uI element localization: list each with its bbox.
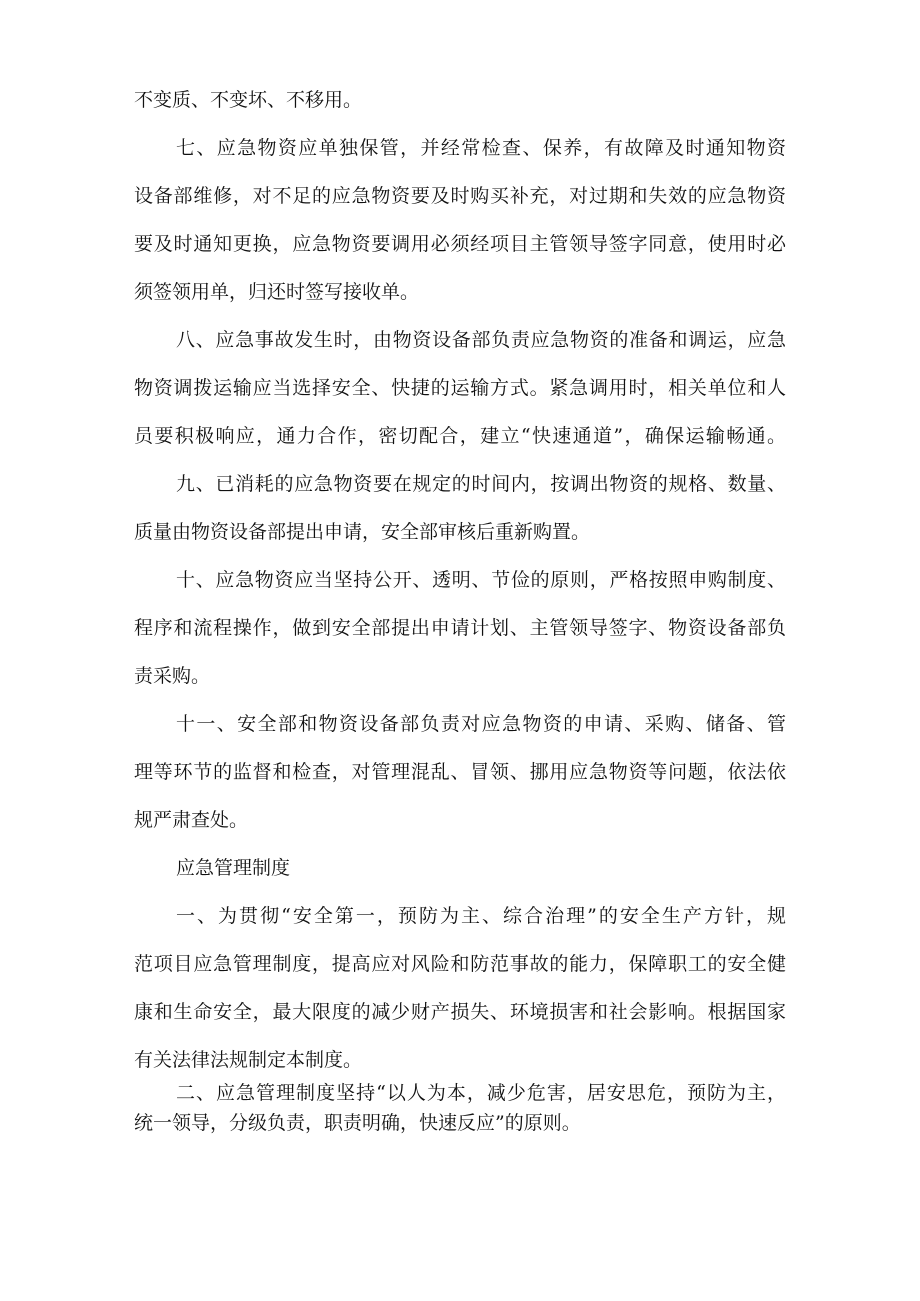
paragraph-first-line: 一、为贯彻“安全第一，预防为主、综合治理”的安全生产方针，规 <box>176 905 786 927</box>
paragraph-line: 程序和流程操作，做到安全部提出申请计划、主管领导签字、物资设备部负 <box>134 617 786 639</box>
text-line <box>0 1106 920 1140</box>
text-line <box>0 467 920 501</box>
text-line <box>0 563 920 597</box>
paragraph-line: 设备部维修，对不足的应急物资要及时购买补充，对过期和失效的应急物资 <box>134 185 786 207</box>
text-line <box>0 1076 920 1110</box>
paragraph-first-line: 八、应急事故发生时，由物资设备部负责应急物资的准备和调运，应急 <box>176 329 786 351</box>
paragraph-first-line: 二、应急管理制度坚持“以人为本，减少危害，居安思危，预防为主， <box>176 1082 786 1104</box>
paragraph-line: 范项目应急管理制度，提高应对风险和防范事故的能力，保障职工的安全健 <box>134 953 786 975</box>
paragraph-end-line: 有关法律法规制定本制度。 <box>134 1049 363 1071</box>
paragraph-end-line: 统一领导，分级负责，职责明确，快速反应”的原则。 <box>134 1112 581 1134</box>
text-line <box>0 131 920 165</box>
text-line <box>0 275 920 309</box>
text-line <box>0 419 920 453</box>
text-line <box>0 755 920 789</box>
paragraph-line: 员要积极响应，通力合作，密切配合，建立“快速通道”，确保运输畅通。 <box>134 425 786 447</box>
paragraph-first-line: 九、已消耗的应急物资要在规定的时间内，按调出物资的规格、数量、 <box>176 473 786 495</box>
text-line <box>0 899 920 933</box>
paragraph-first-line: 十、应急物资应当坚持公开、透明、节俭的原则，严格按照申购制度、 <box>176 569 786 591</box>
text-line <box>0 1043 920 1077</box>
text-line <box>0 371 920 405</box>
section-heading: 应急管理制度 <box>176 857 291 879</box>
text-line <box>0 947 920 981</box>
text-line <box>0 851 920 885</box>
paragraph-end-line: 责采购。 <box>134 665 211 687</box>
text-line <box>0 707 920 741</box>
paragraph-line: 要及时通知更换，应急物资要调用必须经项目主管领导签字同意，使用时必 <box>134 233 786 255</box>
text-line <box>0 659 920 693</box>
paragraph-line: 物资调拨运输应当选择安全、快捷的运输方式。紧急调用时，相关单位和人 <box>134 377 786 399</box>
text-line <box>0 227 920 261</box>
paragraph-line: 康和生命安全，最大限度的减少财产损失、环境损害和社会影响。根据国家 <box>134 1001 786 1023</box>
text-line <box>0 83 920 117</box>
text-line <box>0 515 920 549</box>
paragraph-end-line: 不变质、不变坏、不移用。 <box>134 89 363 111</box>
text-line <box>0 611 920 645</box>
text-line <box>0 179 920 213</box>
paragraph-first-line: 十一、安全部和物资设备部负责对应急物资的申请、采购、储备、管 <box>176 713 786 735</box>
paragraph-first-line: 七、应急物资应单独保管，并经常检查、保养，有故障及时通知物资 <box>176 137 786 159</box>
text-line <box>0 803 920 837</box>
paragraph-end-line: 规严肃查处。 <box>134 809 249 831</box>
paragraph-line: 理等环节的监督和检查，对管理混乱、冒领、挪用应急物资等问题，依法依 <box>134 761 786 783</box>
text-line <box>0 995 920 1029</box>
paragraph-end-line: 须签领用单，归还时签写接收单。 <box>134 281 420 303</box>
text-line <box>0 323 920 357</box>
paragraph-end-line: 质量由物资设备部提出申请，安全部审核后重新购置。 <box>134 521 591 543</box>
